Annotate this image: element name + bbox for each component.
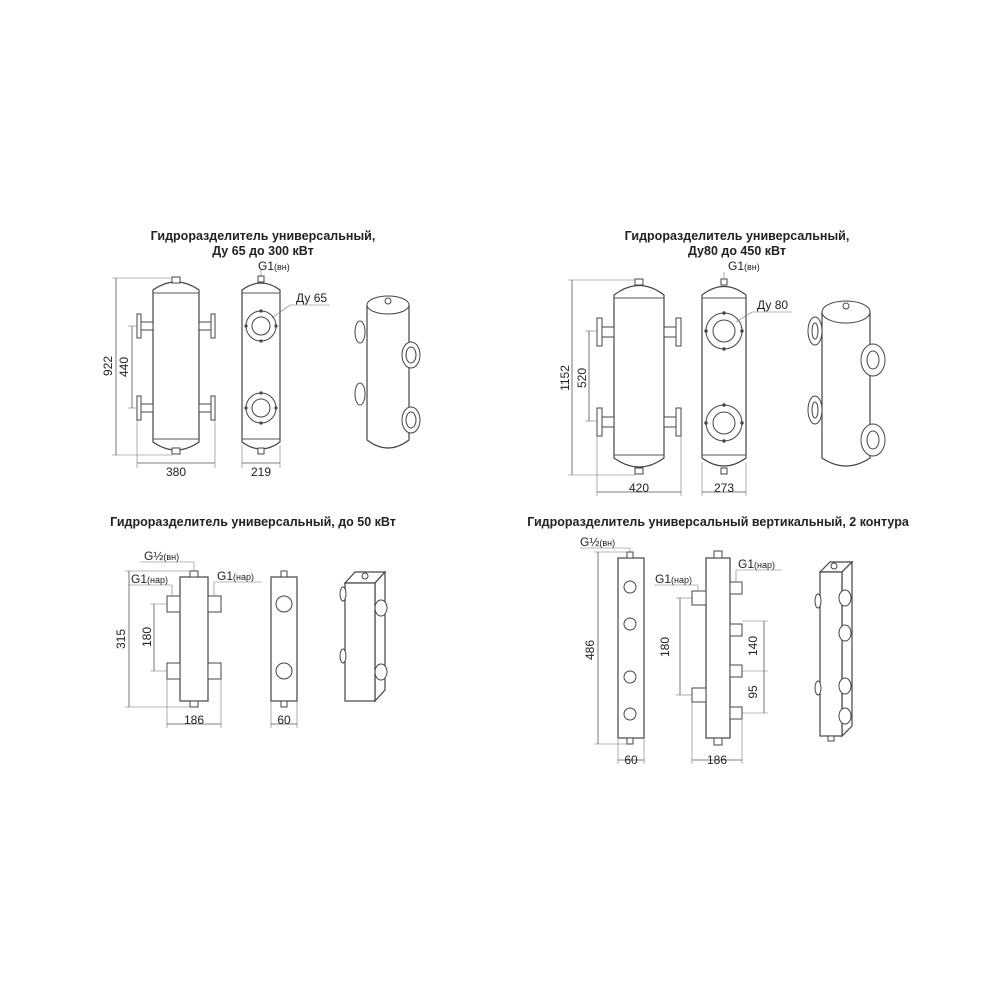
du80-dim-spacing: 520 bbox=[575, 367, 589, 389]
panel-du65-title-line1: Гидроразделитель универсальный, bbox=[150, 229, 376, 243]
panel-du80-title-line1: Гидроразделитель универсальный, bbox=[624, 229, 850, 243]
vertical-dim-spacing-left: 180 bbox=[658, 636, 672, 658]
panel-vertical-title: Гидроразделитель универсальный вертикальный, 2 контура bbox=[527, 515, 909, 529]
du65-dim-spacing: 440 bbox=[117, 356, 131, 378]
vertical-dim-spacing-lower: 95 bbox=[746, 685, 760, 699]
vertical-dim-spacing-upper: 140 bbox=[746, 635, 760, 657]
vertical-label-left-thread: G1(нар) bbox=[655, 572, 692, 586]
50kw-dim-height: 315 bbox=[114, 628, 128, 650]
du80-label-thread: G1(вн) bbox=[728, 259, 760, 273]
50kw-label-right-thread: G1(нар) bbox=[217, 569, 254, 583]
panel-du65-title-line2: Ду 65 до 300 кВт bbox=[212, 244, 314, 258]
du65-label-thread: G1(вн) bbox=[258, 259, 290, 273]
50kw-dim-width: 186 bbox=[183, 713, 205, 727]
du80-dim-width: 420 bbox=[628, 481, 650, 495]
vertical-front-view bbox=[618, 552, 644, 744]
du65-dim-height: 922 bbox=[101, 355, 115, 377]
vertical-dim-height: 486 bbox=[583, 639, 597, 661]
du80-label-dn: Ду 80 bbox=[757, 298, 789, 312]
vertical-side-view bbox=[692, 551, 742, 745]
50kw-dim-spacing: 180 bbox=[140, 626, 154, 648]
du65-label-dn: Ду 65 bbox=[296, 291, 328, 305]
du65-dim-depth: 219 bbox=[250, 465, 272, 479]
du80-dim-height: 1152 bbox=[558, 365, 572, 391]
vertical-iso-view bbox=[815, 562, 852, 741]
vertical-label-right-thread: G1(нар) bbox=[738, 557, 775, 571]
du65-dim-width: 380 bbox=[165, 465, 187, 479]
vertical-dim-depth: 60 bbox=[624, 753, 638, 767]
vertical-dim-width: 186 bbox=[706, 753, 728, 767]
panel-50kw-title: Гидроразделитель универсальный, до 50 кВт bbox=[110, 515, 396, 529]
du80-dim-depth: 273 bbox=[713, 481, 735, 495]
50kw-label-top-thread: G½(вн) bbox=[144, 549, 180, 563]
50kw-label-left-thread: G1(нар) bbox=[131, 572, 168, 586]
50kw-dim-depth: 60 bbox=[277, 713, 291, 727]
vertical-label-top-thread: G½(вн) bbox=[580, 535, 616, 549]
panel-du80-title-line2: Ду80 до 450 кВт bbox=[688, 244, 786, 258]
